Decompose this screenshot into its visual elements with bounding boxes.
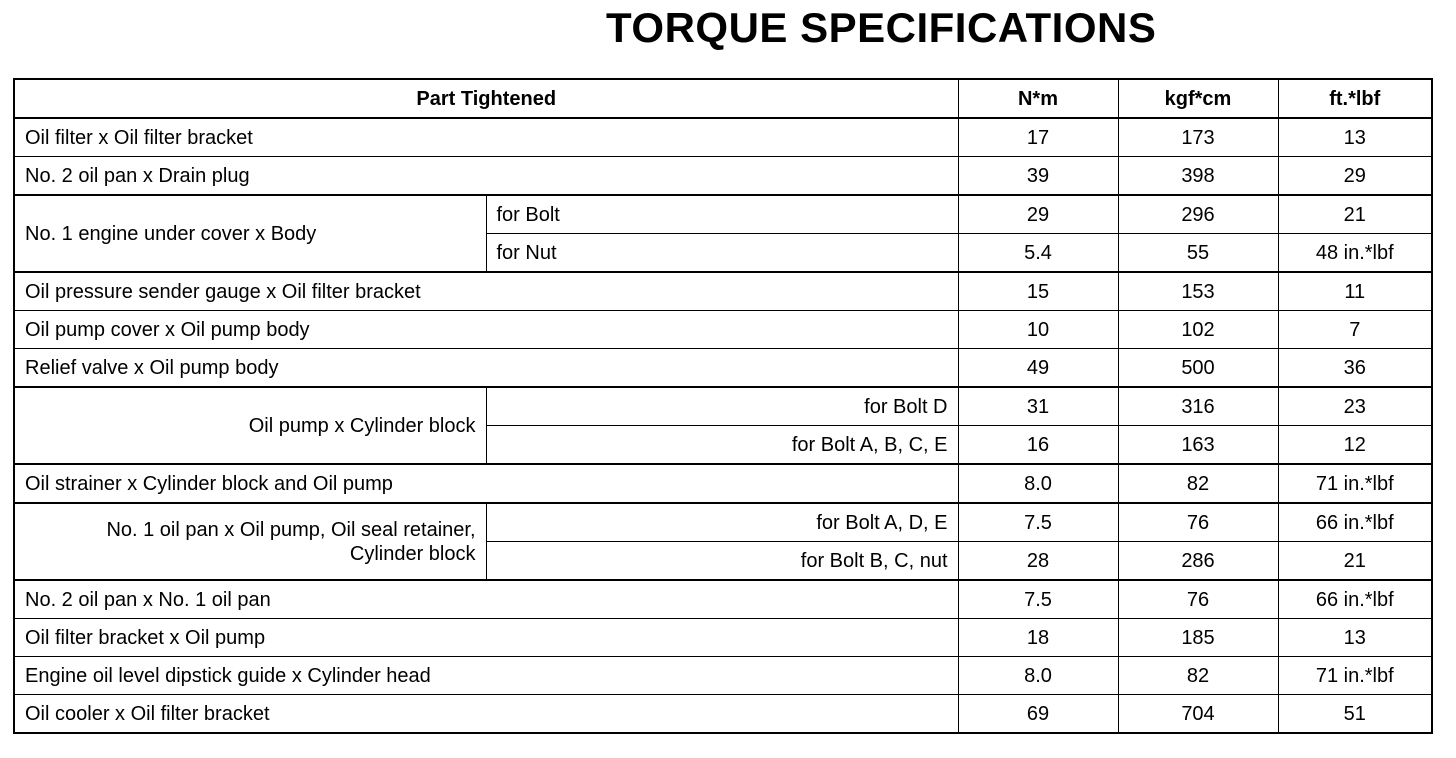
table-row [14, 311, 1432, 349]
part-cell: Oil pump x Cylinder block [14, 387, 486, 464]
page-title: TORQUE SPECIFICATIONS [606, 4, 1157, 51]
kgf-cell: 173 [1118, 118, 1278, 157]
ft-cell: 51 [1278, 695, 1432, 734]
nm-cell: 7.5 [958, 580, 1118, 619]
sub-part-cell: for Bolt A, D, E [486, 503, 958, 542]
nm-cell: 17 [958, 118, 1118, 157]
part-cell: Oil filter bracket x Oil pump [14, 619, 958, 657]
part-cell: No. 2 oil pan x Drain plug [14, 157, 958, 196]
kgf-cell: 398 [1118, 157, 1278, 196]
header-nm: N*m [958, 79, 1118, 118]
nm-cell: 28 [958, 542, 1118, 581]
table-row [14, 503, 1432, 542]
kgf-cell: 76 [1118, 580, 1278, 619]
part-cell: No. 2 oil pan x No. 1 oil pan [14, 580, 958, 619]
table-row [14, 349, 1432, 388]
nm-cell: 39 [958, 157, 1118, 196]
ft-cell: 13 [1278, 619, 1432, 657]
sub-part-cell: for Bolt B, C, nut [486, 542, 958, 581]
nm-cell: 10 [958, 311, 1118, 349]
part-line: Cylinder block [349, 542, 476, 565]
part-cell: Oil filter x Oil filter bracket [14, 118, 958, 157]
table-row [14, 387, 1432, 426]
kgf-cell: 82 [1118, 464, 1278, 503]
sub-part-cell: for Nut [486, 234, 958, 273]
table-row [14, 157, 1432, 196]
sub-part-cell: for Bolt [486, 195, 958, 234]
ft-cell: 36 [1278, 349, 1432, 388]
part-cell [14, 503, 486, 580]
table-row [14, 619, 1432, 657]
ft-cell: 66 in.*lbf [1278, 503, 1432, 542]
ft-cell: 7 [1278, 311, 1432, 349]
nm-cell: 18 [958, 619, 1118, 657]
kgf-cell: 185 [1118, 619, 1278, 657]
ft-cell: 12 [1278, 426, 1432, 465]
ft-cell: 21 [1278, 542, 1432, 581]
part-cell: Oil cooler x Oil filter bracket [14, 695, 958, 734]
sub-part-cell: for Bolt D [486, 387, 958, 426]
header-kgf-cm: kgf*cm [1118, 79, 1278, 118]
ft-cell: 13 [1278, 118, 1432, 157]
table-row [14, 272, 1432, 311]
ft-cell: 21 [1278, 195, 1432, 234]
nm-cell: 7.5 [958, 503, 1118, 542]
table-row [14, 118, 1432, 157]
nm-cell: 8.0 [958, 464, 1118, 503]
part-cell: Oil pump cover x Oil pump body [14, 311, 958, 349]
kgf-cell: 76 [1118, 503, 1278, 542]
kgf-cell: 163 [1118, 426, 1278, 465]
sub-part-cell: for Bolt A, B, C, E [486, 426, 958, 465]
nm-cell: 31 [958, 387, 1118, 426]
table-row [14, 695, 1432, 734]
kgf-cell: 500 [1118, 349, 1278, 388]
ft-cell: 71 in.*lbf [1278, 657, 1432, 695]
table-row [14, 580, 1432, 619]
kgf-cell: 153 [1118, 272, 1278, 311]
ft-cell: 71 in.*lbf [1278, 464, 1432, 503]
header-ft-lbf: ft.*lbf [1278, 79, 1432, 118]
ft-cell: 66 in.*lbf [1278, 580, 1432, 619]
nm-cell: 5.4 [958, 234, 1118, 273]
table-row [14, 464, 1432, 503]
table-row [14, 195, 1432, 234]
part-cell: Engine oil level dipstick guide x Cylinder head [14, 657, 958, 695]
kgf-cell: 286 [1118, 542, 1278, 581]
kgf-cell: 82 [1118, 657, 1278, 695]
torque-spec-table [13, 78, 1433, 734]
kgf-cell: 316 [1118, 387, 1278, 426]
ft-cell: 29 [1278, 157, 1432, 196]
part-line: No. 1 oil pan x Oil pump, Oil seal retainer, [106, 518, 476, 541]
nm-cell: 15 [958, 272, 1118, 311]
part-cell: Relief valve x Oil pump body [14, 349, 958, 388]
ft-cell: 48 in.*lbf [1278, 234, 1432, 273]
ft-cell: 11 [1278, 272, 1432, 311]
nm-cell: 8.0 [958, 657, 1118, 695]
kgf-cell: 102 [1118, 311, 1278, 349]
nm-cell: 16 [958, 426, 1118, 465]
ft-cell: 23 [1278, 387, 1432, 426]
part-cell: Oil pressure sender gauge x Oil filter bracket [14, 272, 958, 311]
header-row [14, 79, 1432, 118]
header-part-tightened: Part Tightened [14, 79, 958, 118]
nm-cell: 69 [958, 695, 1118, 734]
table-row [14, 657, 1432, 695]
part-cell: No. 1 engine under cover x Body [14, 195, 486, 272]
kgf-cell: 55 [1118, 234, 1278, 273]
part-cell: Oil strainer x Cylinder block and Oil pump [14, 464, 958, 503]
nm-cell: 29 [958, 195, 1118, 234]
kgf-cell: 704 [1118, 695, 1278, 734]
kgf-cell: 296 [1118, 195, 1278, 234]
nm-cell: 49 [958, 349, 1118, 388]
